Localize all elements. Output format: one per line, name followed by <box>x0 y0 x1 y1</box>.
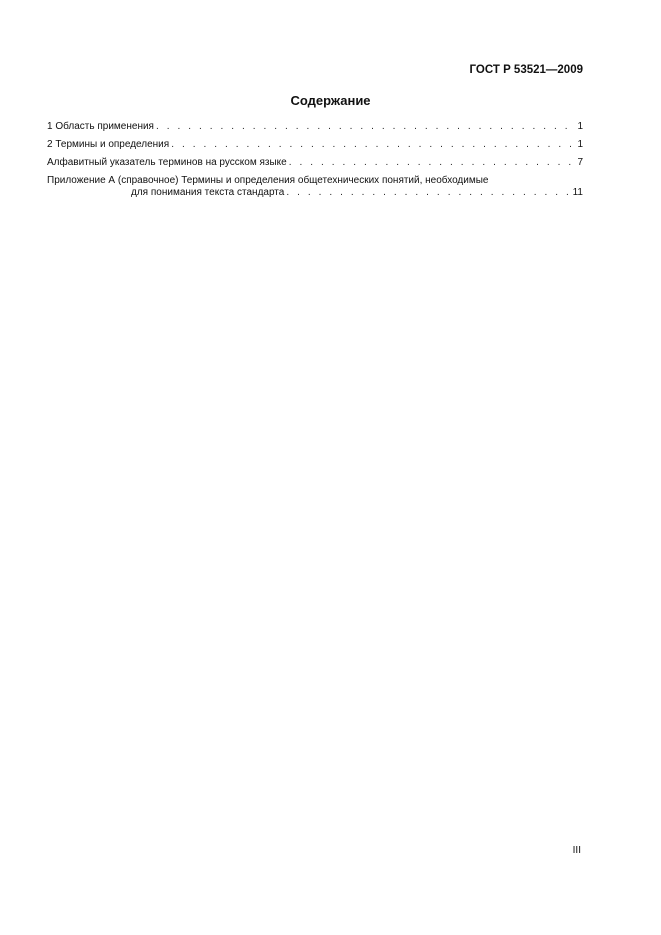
toc-entry-label: 2 Термины и определения <box>47 139 170 150</box>
toc-entry-label-continued: для понимания текста стандарта <box>131 187 285 198</box>
toc-entry-terms[interactable] <box>47 139 583 157</box>
toc-entry-label: Приложение А (справочное) Термины и определения общетехнических понятий, необходимые <box>47 175 489 186</box>
toc-entry-scope[interactable] <box>47 121 583 139</box>
toc-entry-page: 1 <box>577 121 583 132</box>
toc-leader-dots <box>289 157 576 169</box>
toc-leader-dots <box>156 121 575 133</box>
toc-entry-appendix[interactable] <box>47 175 583 205</box>
toc-entry-index[interactable] <box>47 157 583 175</box>
toc-entry-page: 11 <box>572 187 583 198</box>
document-code: ГОСТ Р 53521—2009 <box>469 64 583 76</box>
toc-leader-dots <box>171 139 575 151</box>
toc-entry-label: 1 Область применения <box>47 121 154 132</box>
table-of-contents <box>47 121 583 205</box>
toc-leader-dots <box>286 187 570 199</box>
toc-entry-page: 7 <box>577 157 583 168</box>
toc-entry-page: 1 <box>577 139 583 150</box>
page-number: III <box>572 845 581 856</box>
toc-entry-label: Алфавитный указатель терминов на русском языке <box>47 157 287 168</box>
toc-title: Содержание <box>290 93 371 108</box>
